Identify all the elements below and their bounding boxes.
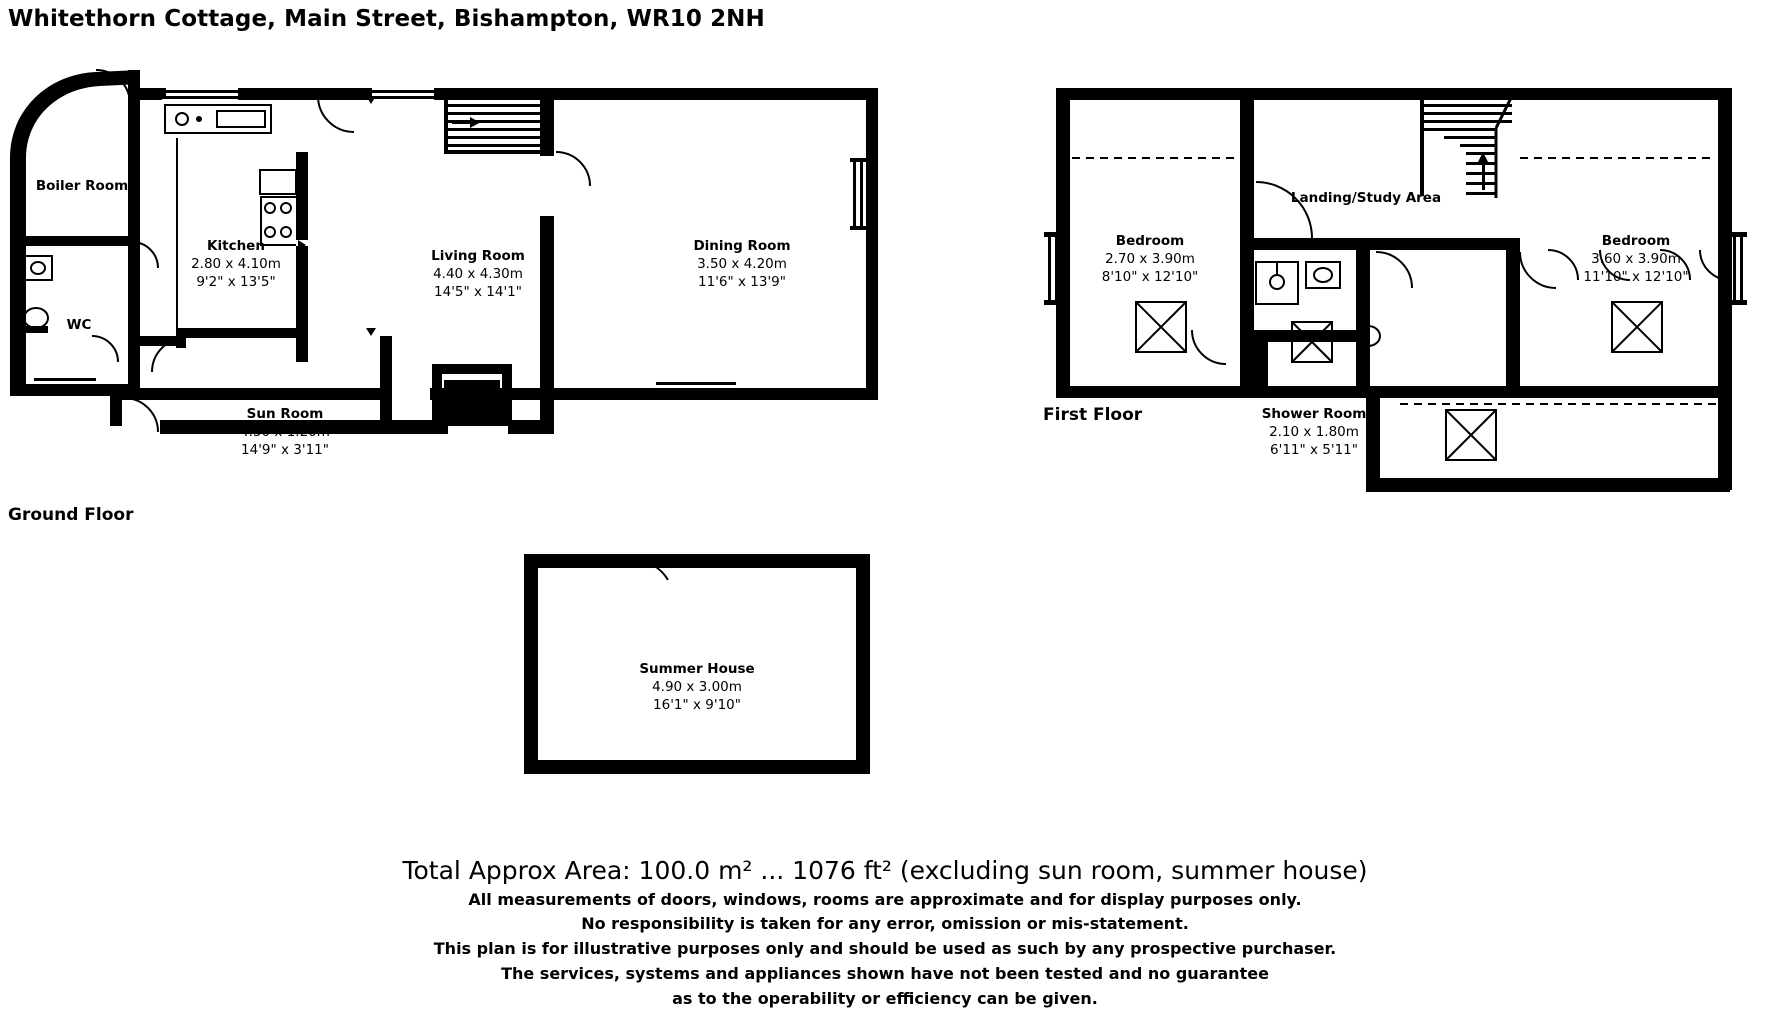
room-label-dining-room xyxy=(693,237,790,292)
sun-room-metric: 4.50 x 1.20m xyxy=(240,424,330,441)
dining-room-imperial: 11'6" x 13'9" xyxy=(698,274,786,291)
page-title: Whitethorn Cottage, Main Street, Bishampton, WR10 2NH xyxy=(8,6,765,32)
shower-room-name: Shower Room xyxy=(1261,406,1367,422)
disclaimer-line-4: The services, systems and appliances shown have not been tested and no guarantee xyxy=(501,963,1269,983)
floor-label-ground: Ground Floor xyxy=(8,505,134,525)
total-area-text: Total Approx Area: 100.0 m² ... 1076 ft² (excluding sun room, summer house) xyxy=(402,856,1368,885)
kitchen-name: Kitchen xyxy=(207,238,265,254)
dining-room-name: Dining Room xyxy=(693,238,791,254)
room-label-bedroom-left xyxy=(1102,232,1199,287)
room-label-sun-room xyxy=(240,405,330,460)
summer-house-metric: 4.90 x 3.00m xyxy=(652,679,742,696)
room-label-shower-room xyxy=(1262,405,1367,460)
footer xyxy=(0,855,1770,1011)
sun-room-name: Sun Room xyxy=(246,406,324,422)
living-room-imperial: 14'5" x 14'1" xyxy=(434,284,522,301)
disclaimer-line-3: This plan is for illustrative purposes only and should be used as such by any prospective purchaser. xyxy=(433,939,1337,959)
bedroom-right-name: Bedroom xyxy=(1601,233,1671,249)
bedroom-right-imperial: 11'10" x 12'10" xyxy=(1583,269,1689,286)
summer-house-imperial: 16'1" x 9'10" xyxy=(653,697,741,714)
disclaimer-line-2: No responsibility is taken for any error, omission or mis-statement. xyxy=(581,914,1189,934)
bedroom-left-imperial: 8'10" x 12'10" xyxy=(1101,269,1199,286)
shower-room-metric: 2.10 x 1.80m xyxy=(1269,424,1359,441)
disclaimer-line-1: All measurements of doors, windows, rooms are approximate and for display purposes only. xyxy=(468,889,1302,909)
floor-label-first: First Floor xyxy=(1043,405,1143,425)
shower-room-imperial: 6'11" x 5'11" xyxy=(1270,442,1358,459)
room-label-bedroom-right xyxy=(1583,232,1688,287)
sun-room-imperial: 14'9" x 3'11" xyxy=(241,442,329,459)
kitchen-imperial: 9'2" x 13'5" xyxy=(196,274,276,291)
room-label-living-room xyxy=(431,247,525,302)
disclaimer-line-5: as to the operability or efficiency can be given. xyxy=(672,988,1098,1008)
bedroom-left-name: Bedroom xyxy=(1115,233,1185,249)
room-label-boiler-room: Boiler Room xyxy=(35,178,129,194)
bedroom-right-metric: 3.60 x 3.90m xyxy=(1591,251,1681,268)
living-room-name: Living Room xyxy=(431,248,525,264)
living-room-metric: 4.40 x 4.30m xyxy=(433,266,523,283)
summer-house-name: Summer House xyxy=(639,661,755,677)
room-label-wc: WC xyxy=(66,317,92,333)
kitchen-metric: 2.80 x 4.10m xyxy=(191,256,281,273)
dining-room-metric: 3.50 x 4.20m xyxy=(697,256,787,273)
room-label-landing-study: Landing/Study Area xyxy=(1290,190,1442,206)
bedroom-left-metric: 2.70 x 3.90m xyxy=(1105,251,1195,268)
room-label-kitchen xyxy=(191,237,281,292)
room-label-summer-house xyxy=(639,660,754,715)
